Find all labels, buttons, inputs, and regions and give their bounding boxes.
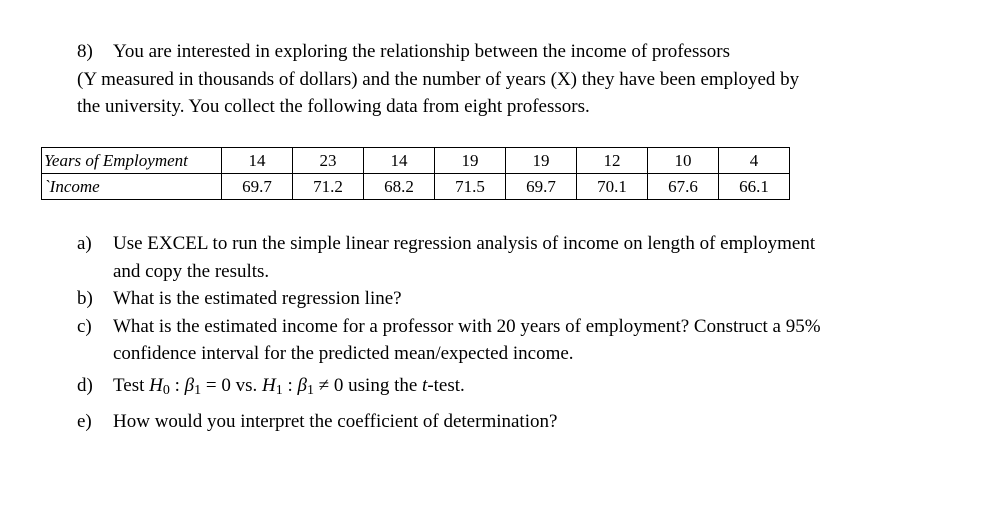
h1-subscript: 1: [275, 382, 283, 398]
t-symbol: t: [422, 374, 428, 396]
table-cell: 12: [577, 148, 648, 174]
table-cell: 19: [506, 148, 577, 174]
table-cell: 67.6: [648, 174, 719, 200]
part-b: [77, 285, 957, 313]
question-line-1: [77, 38, 957, 66]
table-cell: 19: [435, 148, 506, 174]
table-cell: 68.2: [364, 174, 435, 200]
part-e-letter: e): [77, 411, 92, 432]
part-d-text: [113, 372, 957, 405]
data-table-body: [42, 148, 790, 200]
part-d-prefix: Test: [113, 374, 150, 396]
part-b-text: What is the estimated regression line?: [113, 288, 402, 309]
table-row-label: Years of Employment: [42, 148, 222, 174]
table-row: [42, 174, 790, 200]
part-e: [77, 408, 957, 436]
part-a-line-2: and copy the results.: [113, 260, 270, 282]
table-cell: 69.7: [506, 174, 577, 200]
beta-symbol-1: β: [184, 374, 195, 396]
question-number: 8): [77, 41, 93, 62]
table-cell: 14: [222, 148, 293, 174]
part-c-letter: c): [77, 315, 92, 337]
table-cell: 23: [293, 148, 364, 174]
part-d-colon-2: :: [282, 374, 298, 396]
part-b-letter: b): [77, 288, 93, 309]
part-d: [77, 372, 957, 405]
question-intro: [77, 38, 957, 121]
question-line-3: the university. You collect the following data from eight professors.: [77, 96, 590, 117]
part-c: [77, 313, 957, 368]
beta-subscript-2: 1: [306, 382, 314, 398]
table-cell: 66.1: [719, 174, 790, 200]
part-a: [77, 230, 957, 285]
h1-symbol: H: [261, 374, 276, 396]
data-table: [41, 147, 790, 200]
part-c-line-2: confidence interval for the predicted mean/expected income.: [113, 343, 574, 364]
part-a-line-1: Use EXCEL to run the simple linear regression analysis of income on length of employment: [113, 233, 816, 254]
table-cell: 70.1: [577, 174, 648, 200]
h0-subscript: 0: [162, 382, 170, 398]
beta-symbol-2: β: [297, 374, 307, 396]
h0-symbol: H: [149, 374, 163, 396]
beta-subscript-1: 1: [194, 382, 202, 398]
table-cell: 10: [648, 148, 719, 174]
part-d-suffix: -test.: [427, 374, 465, 396]
part-d-not-equal-zero: ≠ 0 using the: [313, 374, 423, 396]
table-cell: 69.7: [222, 174, 293, 200]
table-cell: 14: [364, 148, 435, 174]
part-e-text: How would you interpret the coefficient of determination?: [113, 411, 558, 432]
table-cell: 71.5: [435, 174, 506, 200]
table-cell: 71.2: [293, 174, 364, 200]
table-cell: 4: [719, 148, 790, 174]
table-row-label: `Income: [42, 174, 222, 200]
part-d-equals-zero: = 0 vs.: [201, 374, 262, 396]
question-text-1: You are interested in exploring the relationship between the income of professors: [113, 41, 730, 62]
question-parts: [77, 230, 957, 436]
part-d-letter: d): [77, 374, 93, 396]
question-line-2: (Y measured in thousands of dollars) and the number of years (X) they have been employed by: [77, 68, 800, 90]
part-d-colon-1: :: [169, 374, 185, 396]
part-c-line-1: What is the estimated income for a professor with 20 years of employment? Construct a 95%: [113, 315, 821, 337]
part-a-letter: a): [77, 233, 92, 254]
table-row: [42, 148, 790, 174]
